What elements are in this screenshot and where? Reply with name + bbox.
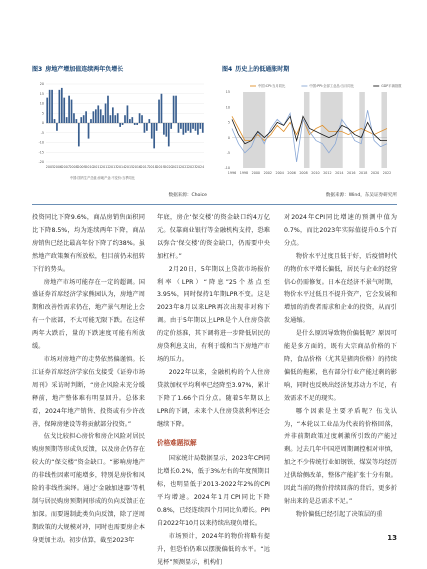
x-tick-label: 2002 bbox=[263, 171, 272, 175]
bar bbox=[73, 113, 75, 123]
x-tick-label: 2014 bbox=[335, 171, 344, 175]
paragraph: 2月20日，5年期以上贷款市场报价利率（LPR）“降息”25个基点至3.95%，同时保持1年期LPR不变。这是2023年8月以来LPR再次出现非对称下调。由于5年期以上LPR是个人住房贷款的定价基准，其下调将进一步降低居民的房贷利息支出，有利于缓和当下房地产市场的压力。 bbox=[157, 265, 270, 363]
y-tick-label: -5 bbox=[40, 130, 44, 135]
figure-title-text: 历史上的低通胀时期 bbox=[235, 66, 290, 73]
bar bbox=[175, 96, 177, 123]
y-tick-label: 0 bbox=[41, 121, 44, 126]
bar bbox=[90, 119, 92, 123]
figure-house-value-added bbox=[32, 64, 207, 198]
x-tick-label: 2013 bbox=[108, 165, 118, 169]
bar bbox=[156, 123, 158, 131]
bar bbox=[187, 123, 189, 131]
x-tick-label: 2006 bbox=[53, 165, 63, 169]
figure-low-inflation bbox=[222, 64, 402, 198]
chart-legend: 中国:国内生产总值:房地产业:不变价:当季同比 bbox=[70, 176, 135, 180]
bar bbox=[95, 109, 97, 123]
y-tick-label: 10 bbox=[225, 105, 230, 110]
bar bbox=[134, 123, 136, 125]
bar bbox=[51, 90, 53, 123]
bar bbox=[97, 105, 99, 123]
paragraph: 投资同比下降9.6%，商品房销售面积同比下降8.5%，均为连续两年下降，商品房销售已经比最高年份下降了约38%。虽然地产政策频有所放松，但目前仍未扭转下行的势头。 bbox=[32, 214, 145, 273]
x-tick-label: 2008 bbox=[299, 171, 308, 175]
bar bbox=[63, 98, 65, 123]
x-tick-label: 2018 bbox=[148, 165, 157, 169]
bar bbox=[168, 123, 170, 146]
bar bbox=[80, 117, 82, 123]
text-column-3 bbox=[284, 212, 397, 522]
bar bbox=[192, 123, 194, 129]
figure-number: 图4 bbox=[222, 66, 233, 73]
bar bbox=[85, 111, 87, 123]
bar bbox=[180, 123, 182, 129]
y-tick-label: -20 bbox=[38, 160, 44, 165]
x-tick-label: 2010 bbox=[311, 171, 320, 175]
bar bbox=[112, 107, 114, 123]
bar bbox=[76, 119, 78, 123]
x-tick-label: 2024 bbox=[195, 165, 205, 169]
bar bbox=[200, 123, 202, 129]
x-tick-label: 2012 bbox=[323, 171, 332, 175]
legend-label: GDP平减指数 bbox=[381, 84, 402, 89]
section-heading: 价格难题拟解 bbox=[157, 439, 197, 448]
bar bbox=[68, 96, 70, 123]
x-tick-label: 2004 bbox=[275, 171, 284, 175]
x-tick-label: 2000 bbox=[251, 171, 261, 175]
bar bbox=[202, 123, 204, 133]
bar bbox=[56, 123, 58, 131]
bar bbox=[173, 96, 175, 123]
legend-label: 中国:CPI:当月同比 bbox=[258, 84, 286, 89]
bar bbox=[46, 98, 48, 123]
paragraph: 国家统计局数据显示，2023年CPI同比增长0.2%，低于3%左右的年度预期目标，也明显低于2013-2022年2%的CPI平均增速。2024年1月CPI同比下降0.8%，已经连续四个月同比负增长。PPI自2022年10月以来持续出现负增长。 bbox=[157, 455, 270, 527]
page-number: 13 bbox=[387, 534, 397, 542]
x-tick-label: 2008 bbox=[69, 165, 78, 169]
y-tick-label: -10 bbox=[38, 140, 44, 145]
bar bbox=[151, 123, 153, 139]
x-tick-label: 2005 bbox=[45, 165, 55, 169]
bar bbox=[88, 123, 90, 139]
bar bbox=[139, 113, 141, 123]
bar bbox=[122, 123, 124, 125]
bar bbox=[110, 115, 112, 123]
x-tick-label: 2007 bbox=[61, 165, 70, 169]
bar bbox=[170, 123, 172, 129]
paragraph: 哪个因素是主要矛盾呢？伍戈认为，“本轮以工业品为代表的价格回落，并非前期政策过度刺激所引致的产能过剩。过去几年中国逆周期调控相对审慎，加之不少传统行业如钢铁、煤炭等均经历过供给侧改革，整体产能扩张十分有限。因此当前的物价持续回落的背后，更多折射出来的是总需求不足。” bbox=[284, 407, 397, 505]
bar bbox=[54, 119, 56, 123]
figure-source: 数据来源：Wind，东吴证券研究所 bbox=[325, 193, 397, 198]
bar bbox=[129, 119, 131, 123]
x-tick-label: 2022 bbox=[382, 171, 392, 175]
x-tick-label: 2019 bbox=[156, 165, 165, 169]
bar bbox=[49, 90, 51, 123]
bar bbox=[178, 123, 180, 133]
figure-number: 图3 bbox=[32, 66, 43, 73]
figure-title-text: 房地产增加值连续两年负增长 bbox=[45, 66, 124, 73]
bar bbox=[114, 115, 116, 123]
bar bbox=[148, 119, 150, 123]
x-tick-label: 2014 bbox=[116, 165, 126, 169]
bar bbox=[195, 123, 197, 131]
legend-label: 中国:PPI:全部工业品:当月同比 bbox=[309, 84, 354, 89]
bar bbox=[197, 123, 199, 135]
bar bbox=[182, 123, 184, 135]
bar bbox=[153, 123, 155, 148]
x-tick-label: 1998 bbox=[239, 171, 249, 175]
line-chart-svg bbox=[222, 82, 402, 178]
x-tick-label: 2006 bbox=[287, 171, 296, 175]
paragraph: 市场预计，2024年的物价将略有提升，但恐怕仍难以摆脱偏低的水平。“远见杯”预测显示，机构们 bbox=[157, 532, 270, 566]
y-tick-label: 0 bbox=[227, 135, 230, 140]
bar bbox=[102, 115, 104, 123]
x-tick-label: 2016 bbox=[132, 165, 142, 169]
x-tick-label: 2020 bbox=[164, 165, 173, 169]
paragraph: 2022年以来，金融机构的个人住房贷款加权平均利率已经降至3.97%，累计下降了1.66个百分点。随着5年期以上LPR的下调，未来个人住房贷款利率还会继续下降。 bbox=[157, 368, 270, 428]
bar bbox=[131, 117, 133, 123]
paragraph: 房地产市场可能存在一定的超调。国盛证券首席经济学家熊园认为，房地产周期和改善性需求仍在，地产景气理论上会有一个底部，不太可能无限下跌。在这样两年大跌后，量的下跌速度可能有所放缓。 bbox=[32, 278, 145, 351]
bar bbox=[141, 115, 143, 123]
y-tick-label: 20 bbox=[39, 82, 44, 87]
text-column-1 bbox=[32, 212, 145, 548]
shaded-period bbox=[243, 92, 265, 168]
bar bbox=[136, 123, 138, 125]
figure-source: 数据来源：Choice bbox=[168, 193, 207, 198]
divider-line bbox=[32, 204, 397, 205]
bar bbox=[119, 123, 121, 127]
bar bbox=[161, 94, 163, 123]
bar bbox=[83, 115, 85, 123]
bar bbox=[100, 109, 102, 123]
bar bbox=[124, 115, 126, 123]
x-tick-label: 2012 bbox=[101, 165, 110, 169]
bar bbox=[59, 90, 61, 123]
bar bbox=[163, 123, 165, 135]
y-tick-label: -5 bbox=[226, 151, 230, 155]
paragraph: 物价水平过度且低于好，后疫情时代的物价水平增长偏低，居民与企业的经营信心仍需修复。日本在经济不景气时期，物价水平过低且不提升资产，它会发展和增加的消费者需求和企业的投资，从而引发通缩。 bbox=[284, 252, 397, 325]
x-tick-label: 1996 bbox=[227, 171, 237, 175]
bar bbox=[78, 123, 80, 146]
bar bbox=[61, 88, 63, 123]
paragraph: 伍戈比较担心房价和房企风险对居民购房预期等形成负反馈，以及房企仍存在较大的“保交楼”资金缺口。“影响房地产的非线性因素可能增多，特别是房价和风险的非线性演绎。通过‘金融加速器’等机制与居民购房预期间形成的负向反馈正在加深。而要遏制此类负向反馈，除了逆周期政策的大规模对冲，同时也需要房企本身更加主动。初步估算，截至2023年 bbox=[32, 433, 145, 544]
x-tick-label: 2010 bbox=[85, 165, 94, 169]
shaded-period bbox=[321, 92, 343, 168]
x-tick-label: 2015 bbox=[124, 165, 134, 169]
y-tick-label: 15 bbox=[39, 91, 44, 96]
line-chart bbox=[222, 82, 402, 175]
x-tick-label: 2016 bbox=[347, 171, 356, 175]
paragraph: 对2024年CPI同比增速的预测中值为0.7%，而比2023年实际值提升0.5个百分点。 bbox=[284, 214, 397, 247]
x-tick-label: 2018 bbox=[358, 171, 368, 175]
bar bbox=[146, 123, 148, 131]
bar bbox=[93, 111, 95, 123]
y-tick-label: -15 bbox=[38, 150, 44, 155]
y-tick-label: -10 bbox=[224, 166, 230, 171]
y-tick-label: 5 bbox=[227, 120, 230, 125]
x-tick-label: 2022 bbox=[180, 165, 189, 169]
y-tick-label: 10 bbox=[39, 101, 44, 106]
x-tick-label: 2020 bbox=[370, 171, 380, 175]
bar bbox=[165, 123, 167, 137]
bar bbox=[158, 100, 160, 123]
figure-title bbox=[32, 64, 207, 76]
bar bbox=[185, 123, 187, 133]
y-tick-label: 15 bbox=[225, 90, 230, 95]
x-tick-label: 2023 bbox=[187, 165, 197, 169]
x-tick-label: 2017 bbox=[140, 165, 149, 169]
bar bbox=[144, 123, 146, 133]
bar bbox=[107, 96, 109, 123]
text-column-2 bbox=[157, 212, 270, 569]
bar bbox=[66, 117, 68, 123]
paragraph: 年底，房企‘保交楼’的资金缺口约4万亿元。仅靠商业银行等金融机构支持，恐难以弥合‘保交楼’的资金缺口，仍需要中央加杠杆。” bbox=[157, 214, 270, 260]
y-tick-label: 5 bbox=[41, 111, 44, 116]
paragraph: 市场对房地产的走势依然偏谨慎。长江证券首席经济学家伍戈接受《证券市场周刊》采访时判断，“房企风险未充分缓释前，地产整体难有明显回升。总体来看，2024年地产销售、投资或有少许改善，保障房建设等将贡献部分投资。” bbox=[32, 355, 145, 428]
bar bbox=[71, 100, 73, 123]
bar bbox=[190, 123, 192, 133]
paragraph: 是什么原因导致物价偏低呢？原因可能是多方面的，既有大宗商品价格的下降，食品价格（尤其是猪肉价格）的持续偏低的拖累，也有部分行业产能过剩的影响，同时也反映出经济复苏动力不足，有效需求不足的现实。 bbox=[284, 330, 397, 402]
bar bbox=[127, 105, 129, 123]
bar-chart bbox=[32, 82, 207, 180]
bar bbox=[105, 104, 107, 124]
figure-title bbox=[222, 64, 397, 76]
x-tick-label: 2009 bbox=[77, 165, 86, 169]
bar-chart-svg bbox=[32, 82, 207, 174]
paragraph: 物价偏低已经引起了决策层的重 bbox=[295, 510, 383, 518]
x-tick-label: 2011 bbox=[93, 165, 102, 169]
x-tick-label: 2021 bbox=[172, 165, 181, 169]
bar bbox=[117, 113, 119, 123]
